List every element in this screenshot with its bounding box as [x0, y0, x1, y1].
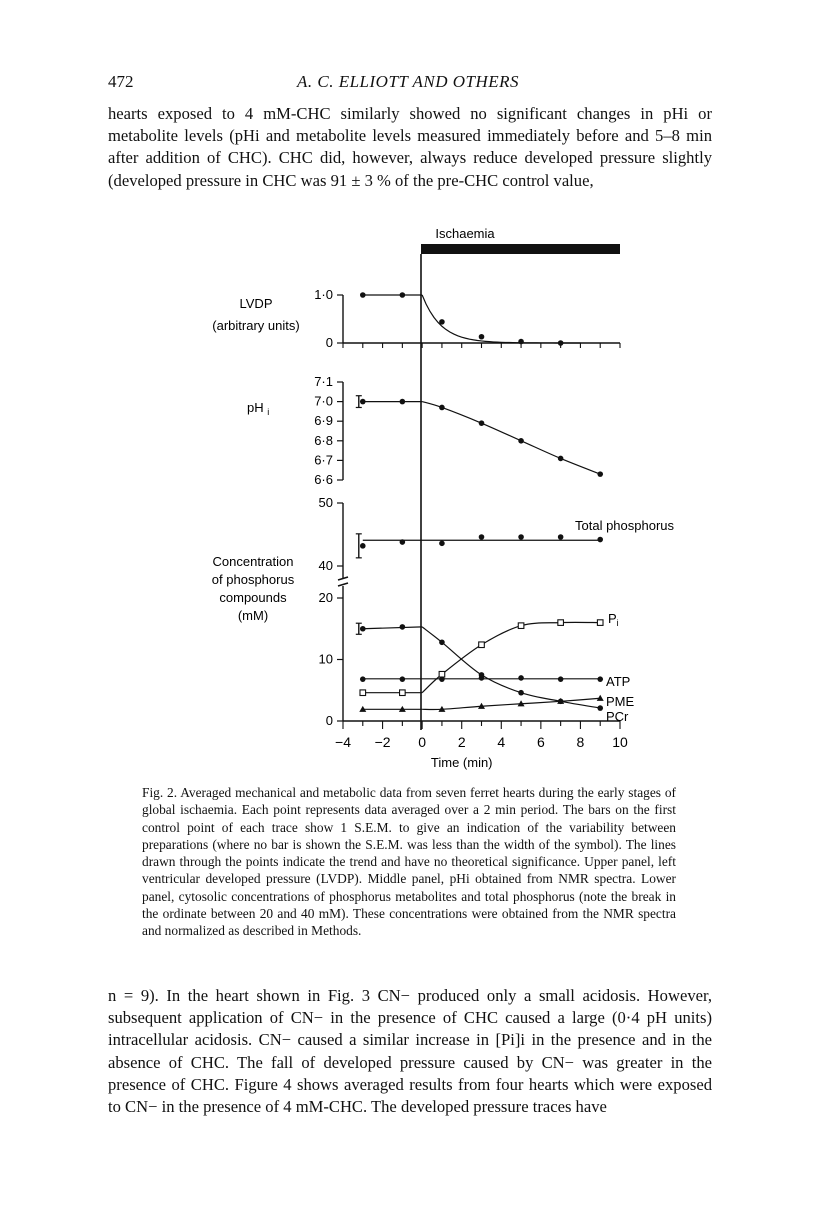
pcr-point	[558, 699, 564, 705]
phos-y-tick-label: 20	[318, 590, 333, 605]
pi-point	[400, 690, 406, 696]
phi-y-tick-label: 6·7	[314, 452, 333, 468]
atp-label: ATP	[606, 674, 631, 689]
pcr-point	[597, 705, 603, 711]
atp-point	[360, 676, 366, 682]
phi-point	[558, 456, 564, 462]
pcr-point	[360, 626, 366, 632]
phos-label-line-4: (mM)	[237, 608, 269, 623]
running-head: A. C. ELLIOTT AND OTHERS	[296, 72, 520, 91]
total-phosphorus-point	[360, 543, 366, 549]
ischaemia-label: Ischaemia	[435, 226, 495, 241]
atp-point	[558, 676, 564, 682]
phi-point	[439, 405, 445, 411]
pcr-trend-line	[422, 627, 600, 708]
lvdp-point	[518, 339, 524, 345]
x-axis-tick-label: 8	[576, 734, 585, 750]
lvdp-point	[479, 334, 485, 340]
pcr-control-line	[363, 627, 422, 629]
phos-axis-break-mark	[338, 583, 348, 586]
phi-label-text: pH	[247, 400, 264, 415]
total-phosphorus-label: Total phosphorus	[575, 518, 675, 533]
pcr-point	[439, 639, 445, 645]
total-phosphorus-point	[558, 534, 564, 540]
total-phosphorus-point	[479, 534, 485, 540]
lvdp-point	[439, 319, 445, 325]
pcr-point	[400, 624, 406, 630]
phi-point	[360, 399, 366, 405]
phos-y-tick-label: 40	[318, 558, 333, 573]
atp-point	[597, 676, 603, 682]
pme-label: PME	[606, 694, 635, 709]
pi-point	[518, 623, 524, 629]
x-axis-tick-label: 6	[536, 734, 545, 750]
phi-point	[400, 399, 406, 405]
phos-y-tick-label: 0	[325, 713, 333, 728]
lvdp-y-tick-label: 0	[325, 335, 333, 350]
pcr-label: PCr	[606, 709, 629, 724]
atp-point	[439, 676, 445, 682]
phi-label-subscript: i	[267, 407, 270, 417]
pi-point	[479, 642, 485, 648]
x-axis-tick-label: −4	[335, 734, 351, 750]
phi-point	[479, 420, 485, 426]
total-phosphorus-point	[439, 541, 445, 547]
phi-y-tick-label: 6·6	[314, 472, 333, 487]
x-axis-label: Time (min)	[430, 755, 493, 770]
pi-point	[439, 671, 445, 677]
phi-label	[247, 400, 269, 417]
total-phosphorus-point	[400, 539, 406, 545]
pcr-point	[479, 672, 485, 678]
figure-2-chart	[0, 218, 816, 778]
pi-point	[597, 620, 603, 626]
figure-2	[0, 218, 816, 778]
pi-label: $P_i$	[608, 611, 619, 628]
figure-caption: Fig. 2. Averaged mechanical and metabolic data from seven ferret hearts during the early stages of global ischaemia. Each point represents data averaged over a 2 min period. The bars on the first control point of each trace show 1 S.E.M. to give an indication of the variability between preparations (where no bar is shown the S.E.M. was less than the width of the symbol). The lines drawn through the points indicate the trend and have no theoretical significance. Upper panel, left ventricular developed pressure (LVDP). Middle panel, pHi obtained from NMR spectra. Lower panel, cytosolic concentrations of phosphorus metabolites and total phosphorus (note the break in the ordinate between 20 and 40 mM). These concentrations were obtained from the NMR spectra and normalized as described in Methods.	[142, 785, 676, 939]
phos-label-line-3: compounds	[219, 590, 287, 605]
data-layer	[356, 292, 675, 724]
pcr-point	[518, 690, 524, 696]
phi-trend-line	[422, 402, 600, 475]
x-axis-tick-label: 10	[612, 734, 628, 750]
page-number: 472	[108, 72, 134, 91]
phos-y-tick-label: 50	[318, 495, 333, 510]
phos-label-line-1: Concentration	[212, 554, 294, 569]
x-axis-tick-label: 2	[457, 734, 466, 750]
phi-point	[518, 438, 524, 444]
x-axis-tick-label: 0	[418, 734, 427, 750]
phi-y-tick-label: 7·0	[314, 393, 333, 409]
paragraph-bottom: n = 9). In the heart shown in Fig. 3 CN− produced only a small acidosis. However, subsequent application of CN− in the presence of CHC caused a large (0·4 pH units) intracellular acidosis. CN− caused a similar increase in [Pi]i in the presence and in the absence of CHC. The fall of developed pressure caused by CN− was greater in the presence of CHC. Figure 4 shows averaged results from four hearts which were exposed to CN− in the presence of 4 mM-CHC. The developed pressure traces have	[108, 986, 712, 1117]
phi-point	[597, 471, 603, 477]
atp-point	[518, 675, 524, 681]
phi-y-tick-label: 6·8	[314, 432, 333, 448]
total-phosphorus-point	[597, 537, 603, 543]
pi-point	[360, 690, 366, 696]
atp-point	[400, 676, 406, 682]
lvdp-label: LVDP	[239, 296, 273, 311]
x-axis-tick-label: −2	[374, 734, 391, 750]
lvdp-trend-line	[422, 295, 580, 343]
phi-y-tick-label: 6·9	[314, 413, 333, 429]
phos-label-line-2: of phosphorus	[211, 572, 295, 587]
lvdp-point	[400, 292, 406, 298]
phos-y-tick-label: 10	[318, 651, 333, 667]
pi-trend-line	[422, 622, 600, 692]
ischaemia-bar	[421, 244, 620, 254]
pi-label-subscript: i	[616, 618, 619, 628]
lvdp-y-tick-label: 1·0	[314, 287, 333, 302]
phi-y-tick-label: 7·1	[314, 374, 333, 389]
pi-point	[558, 620, 564, 626]
lvdp-point	[360, 292, 366, 298]
lvdp-units-label: (arbitrary units)	[212, 318, 300, 333]
total-phosphorus-point	[518, 534, 524, 540]
lvdp-point	[558, 340, 564, 346]
x-axis-tick-label: 4	[497, 734, 506, 750]
page-header	[108, 72, 708, 98]
pme-point	[597, 695, 604, 701]
paragraph-top: hearts exposed to 4 mM-CHC similarly showed no significant changes in pHi or metabolite levels (pHi and metabolite levels measured immediately before and 5–8 min after addition of CHC). CHC did, however, always reduce developed pressure slightly (developed pressure in CHC was 91 ± 3 % of the pre-CHC control value,	[108, 104, 712, 190]
